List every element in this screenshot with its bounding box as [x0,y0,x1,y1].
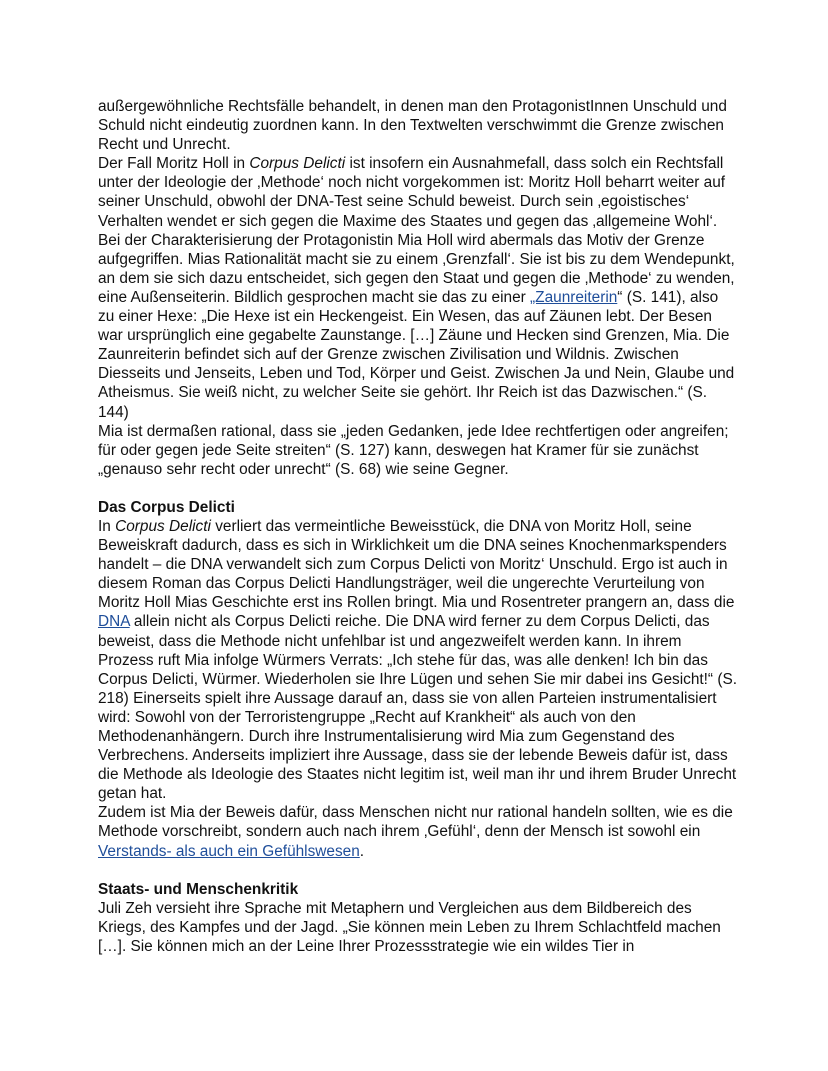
text-run: “ (S. 141), also zu einer Hexe: „Die Hexe ist ein Heckengeist. Ein Wesen, das auf Zäunen lebt. Der Besen war ursprünglich eine gegabelte Zaunstange. […] Zäune und Hecken sind Grenzen, Mia. Die Zaunreiterin befindet sich auf der Grenze zwischen Zivilisation und Wildnis. Zwischen Diesseits und Jenseits, Leben und Tod, Körper und Geist. Zwischen Ja und Nein, Glaube und Atheismus. Sie weiß nicht, zu welcher Seite sie gehört. Ihr Reich ist das Dazwischen.“ (S. 144) [98,288,735,421]
link-verstands-gefuehlswesen[interactable]: Verstands- als auch ein Gefühlswesen [98,842,360,860]
section-heading: Staats- und Menschenkritik [98,880,299,898]
text-run: Der Fall Moritz Holl in [98,155,250,173]
book-title: Corpus Delicti [115,517,211,535]
section-heading: Das Corpus Delicti [98,498,235,516]
paragraph: Juli Zeh versieht ihre Sprache mit Metaphern und Vergleichen aus dem Bildbereich des Kriegs, des Kampfes und der Jagd. „Sie können mein Leben zu Ihrem Schlachtfeld machen […]. Sie können mich an der Leine Ihrer Prozessstrategie wie ein wildes Tier in [98,899,721,955]
paragraph [98,154,738,421]
book-title: Corpus Delicti [249,155,346,173]
text-run: Zudem ist Mia der Beweis dafür, dass Menschen nicht nur rational handeln sollten, wie es die Methode vorschreibt, sondern auch nach ihrem ‚Gefühl‘, denn der Mensch ist sowohl ein [98,804,733,841]
text-run: verliert das vermeintliche Beweisstück, die DNA von Moritz Holl, seine Beweiskraft dadurch, dass es sich in Wirklichkeit um die DNA seines Knochenmarkspenders handelt – die DNA verwandelt sich zum Corpus Delicti von Moritz‘ Unschuld. Ergo ist auch in diesem Roman das Corpus Delicti Handlungsträger, weil die ungerechte Verurteilung von Moritz Holl Mias Geschichte erst ins Rollen bringt. Mia und Rosentreter prangern an, dass die [98,517,735,612]
link-zaunreiterin[interactable]: „Zaunreiterin [530,288,618,306]
paragraph [98,517,738,803]
text-run: . [359,842,365,860]
text-run: In [98,517,116,535]
text-run: allein nicht als Corpus Delicti reiche. Die DNA wird ferner zu dem Corpus Delicti, das beweist, dass die Methode nicht unfehlbar ist und angezweifelt werden kann. In ihrem Prozess ruft Mia infolge Würmers Verrats: „Ich stehe für das, was alle denken! Ich bin das Corpus Delicti, Würmer. Wiederholen sie Ihre Lügen und sehen Sie mir dabei ins Gesicht!“ (S. 218) Einerseits spielt ihre Aussage darauf an, dass sie von allen Parteien instrumentalisiert wird: Sowohl von der Terroristengruppe „Recht auf Krankheit“ als auch von den Methodenanhängern. Durch ihre Instrumentalisierung wird Mia zum Gegenstand des Verbrechens. Anderseits impliziert ihre Aussage, dass sie der lebende Beweis dafür ist, dass die Methode als Ideologie des Staates nicht legitim ist, weil man ihr und ihrem Bruder Unrecht getan hat. [98,613,737,803]
document-page [98,97,738,956]
text-run: ist insofern ein Ausnahmefall, dass solch ein Rechtsfall unter der Ideologie der ‚Methode‘ noch nicht vorgekommen ist: Moritz Holl beharrt weiter auf seiner Unschuld, obwohl der DNA-Test seine Schuld beweist. Durch sein ‚egoistisches‘ Verhalten wendet er sich gegen die Maxime des Staates und gegen das ‚allgemeine Wohl‘. Bei der Charakterisierung der Protagonistin Mia Holl wird abermals das Motiv der Grenze aufgegriffen. Mias Rationalität macht sie zu einem ‚Grenzfall‘. Sie ist bis zu dem Wendepunkt, an dem sie sich dazu entscheidet, sich gegen den Staat und gegen die ‚Methode‘ zu wenden, eine Außenseiterin. Bildlich gesprochen macht sie das zu einer [98,155,735,306]
paragraph: außergewöhnliche Rechtsfälle behandelt, in denen man den ProtagonistInnen Unschuld und Schuld nicht eindeutig zuordnen kann. In den Textwelten verschwimmt die Grenze zwischen Recht und Unrecht. [98,98,727,154]
spacer [98,861,738,880]
paragraph [98,803,738,860]
paragraph: Mia ist dermaßen rational, dass sie „jeden Gedanken, jede Idee rechtfertigen oder angreifen; für oder gegen jede Seite streiten“ (S. 127) kann, deswegen hat Kramer für sie zunächst „genauso sehr recht oder unrecht“ (S. 68) wie seine Gegner. [98,422,729,478]
link-dna[interactable]: DNA [98,613,130,631]
spacer [98,479,738,498]
